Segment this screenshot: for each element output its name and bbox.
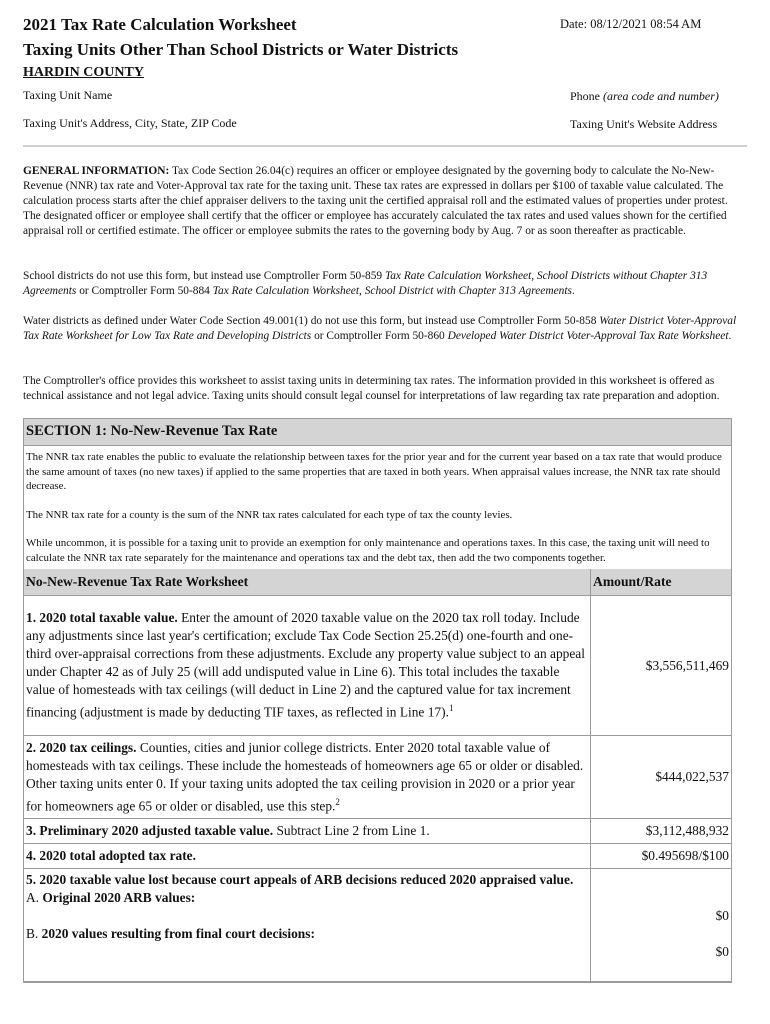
school-district-note: School districts do not use this form, but instead use Comptroller Form 50-859 Tax Rate Calculation Worksheet, School Districts without Chapter 313 Agreements or Comptroller Form 50-884 Tax Rate Calculation Worksheet, School District with Chapter 313 Agreements. bbox=[23, 270, 708, 297]
line-1-description: 1. 2020 total taxable value. Enter the amount of 2020 taxable value on the 2020 tax roll today. Include any adjustments since last year's certification; exclude Tax Code Section 25.25(d) one-fourth and one-third over-appraisal corrections from these adjustments. Exclude any property value subject to an appeal under Chapter 42 as of July 25 (will add undisputed value in Line 6). This total includes the taxable value of homesteads with tax ceilings (will deduct in Line 2) and the captured value for tax increment financing (adjustment is made by deducting TIF taxes, as reflected in Line 17).$^1$ bbox=[24, 596, 591, 736]
table-row bbox=[24, 736, 731, 819]
section-1-paragraph: The NNR tax rate for a county is the sum of the NNR tax rates calculated for each type of tax the county levies. bbox=[26, 508, 513, 521]
phone-hint: (area code and number) bbox=[603, 89, 719, 103]
section-1-paragraph: While uncommon, it is possible for a taxing unit to provide an exemption for only maintenance and operations taxes. In this case, the taxing unit will need to calculate the NNR tax rate separately for the maintenance and operations tax and the debt tax, then add the two components together. bbox=[26, 537, 710, 564]
line-1-amount: $3,556,511,469 bbox=[591, 596, 732, 736]
amount-header: Amount/Rate bbox=[591, 569, 732, 596]
website-label: Taxing Unit's Website Address bbox=[570, 117, 718, 131]
section-1-title: SECTION 1: No-New-Revenue Tax Rate bbox=[24, 419, 731, 446]
line-5-amounts bbox=[591, 869, 732, 982]
footnote-marker: 2 bbox=[335, 796, 340, 807]
line-3-amount: $3,112,488,932 bbox=[591, 819, 732, 844]
form-date: Date: 08/12/2021 08:54 AM bbox=[560, 17, 702, 31]
form-50-884-title: Tax Rate Calculation Worksheet, School District with Chapter 313 Agreements bbox=[212, 285, 572, 297]
general-info-lead: GENERAL INFORMATION: bbox=[23, 165, 170, 177]
line-2-description: 2. 2020 tax ceilings. Counties, cities and junior college districts. Enter 2020 total taxable value of homesteads with tax ceilings. These include the homesteads of homeowners age 65 or older or disabled. Other taxing units enter 0. If your taxing units adopted the tax ceiling provision in 2020 or a prior year for homeowners age 65 or older or disabled, use this step.$^2$ bbox=[24, 736, 591, 819]
line-2-title: 2. 2020 tax ceilings. bbox=[26, 739, 137, 755]
line-3-title: 3. Preliminary 2020 adjusted taxable value. bbox=[26, 823, 274, 838]
line-5-title: 5. 2020 taxable value lost because court appeals of ARB decisions reduced 2020 appraised value. bbox=[26, 872, 574, 887]
phone-label-group bbox=[570, 89, 719, 104]
line-5-description bbox=[24, 869, 591, 982]
water-district-note: Water districts as defined under Water Code Section 49.001(1) do not use this form, but instead use Comptroller Form 50-858 Water District Voter-Approval Tax Rate Worksheet for Low Tax Rate and Developing Districts or Comptroller Form 50-860 Developed Water District Voter-Approval Tax Rate Worksheet. bbox=[23, 315, 737, 342]
county-name: HARDIN COUNTY bbox=[23, 65, 144, 80]
form-50-860-title: Developed Water District Voter-Approval Tax Rate Worksheet bbox=[447, 330, 729, 342]
phone-label: Phone bbox=[570, 89, 600, 103]
section-1-intro bbox=[24, 446, 731, 569]
comptroller-note: The Comptroller's office provides this worksheet to assist taxing units in determining tax rates. The information provided in this worksheet is offered as technical assistance and not legal advice. Taxing units should consult legal counsel for interpretations of law regarding tax rate preparation and adoption. bbox=[23, 375, 720, 402]
line-2-amount: $444,022,537 bbox=[591, 736, 732, 819]
form-50-859-title: Tax Rate Calculation Worksheet, School Districts without Chapter 313 Agreements bbox=[23, 270, 708, 297]
form-50-858-title: Water District Voter-Approval Tax Rate Worksheet for Low Tax Rate and Developing Districts bbox=[23, 315, 737, 342]
general-information bbox=[23, 164, 743, 239]
worksheet-header: No-New-Revenue Tax Rate Worksheet bbox=[24, 569, 591, 596]
nnr-worksheet-table bbox=[24, 569, 731, 982]
line-5a-label: Original 2020 ARB values: bbox=[42, 890, 196, 905]
table-header-row bbox=[24, 569, 731, 596]
form-subtitle: Taxing Units Other Than School Districts or Water Districts bbox=[23, 40, 459, 59]
line-5b: B. 2020 values resulting from final court decisions: bbox=[26, 926, 315, 941]
table-row bbox=[24, 819, 731, 844]
address-label: Taxing Unit's Address, City, State, ZIP Code bbox=[23, 116, 237, 130]
line-3-description: 3. Preliminary 2020 adjusted taxable value. Subtract Line 2 from Line 1. bbox=[24, 819, 591, 844]
footnote-marker: 1 bbox=[448, 703, 454, 714]
form-title: 2021 Tax Rate Calculation Worksheet bbox=[23, 15, 297, 34]
line-5a: A. Original 2020 ARB values: bbox=[26, 890, 196, 905]
table-row bbox=[24, 596, 731, 736]
table-row bbox=[24, 869, 731, 982]
table-row bbox=[24, 844, 731, 869]
line-4-title: 4. 2020 total adopted tax rate. bbox=[26, 848, 196, 863]
line-5b-label: 2020 values resulting from final court decisions: bbox=[41, 926, 315, 941]
section-1 bbox=[23, 418, 732, 983]
header-divider bbox=[23, 145, 747, 147]
line-5b-amount: $0 bbox=[715, 944, 729, 959]
general-info-text: Tax Code Section 26.04(c) requires an officer or employee designated by the governing body to calculate the No-New-Revenue (NNR) tax rate and Voter-Approval tax rate for the taxing unit. These tax rates are expressed in dollars per $100 of taxable value calculated. The calculation process starts after the chief appraiser delivers to the taxing unit the certified appraisal roll and the estimated values of properties under protest. The designated officer or employee shall certify that the officer or employee has accurately calculated the tax rates and used values shown for the certified appraisal roll or certified estimate. The officer or employee submits the rates to the governing body by Aug. 7 or as soon thereafter as practicable. bbox=[23, 165, 728, 237]
section-1-paragraph: The NNR tax rate enables the public to evaluate the relationship between taxes for the prior year and for the current year based on a tax rate that would produce the same amount of taxes (no new taxes) if applied to the same properties that are taxed in both years. When appraisal values increase, the NNR tax rate should decrease. bbox=[26, 451, 722, 492]
line-4-amount: $0.495698/$100 bbox=[591, 844, 732, 869]
taxing-unit-name-label: Taxing Unit Name bbox=[23, 88, 113, 102]
line-5a-amount: $0 bbox=[715, 908, 729, 923]
line-1-title: 1. 2020 total taxable value. bbox=[26, 610, 178, 626]
line-4-description bbox=[24, 844, 591, 869]
